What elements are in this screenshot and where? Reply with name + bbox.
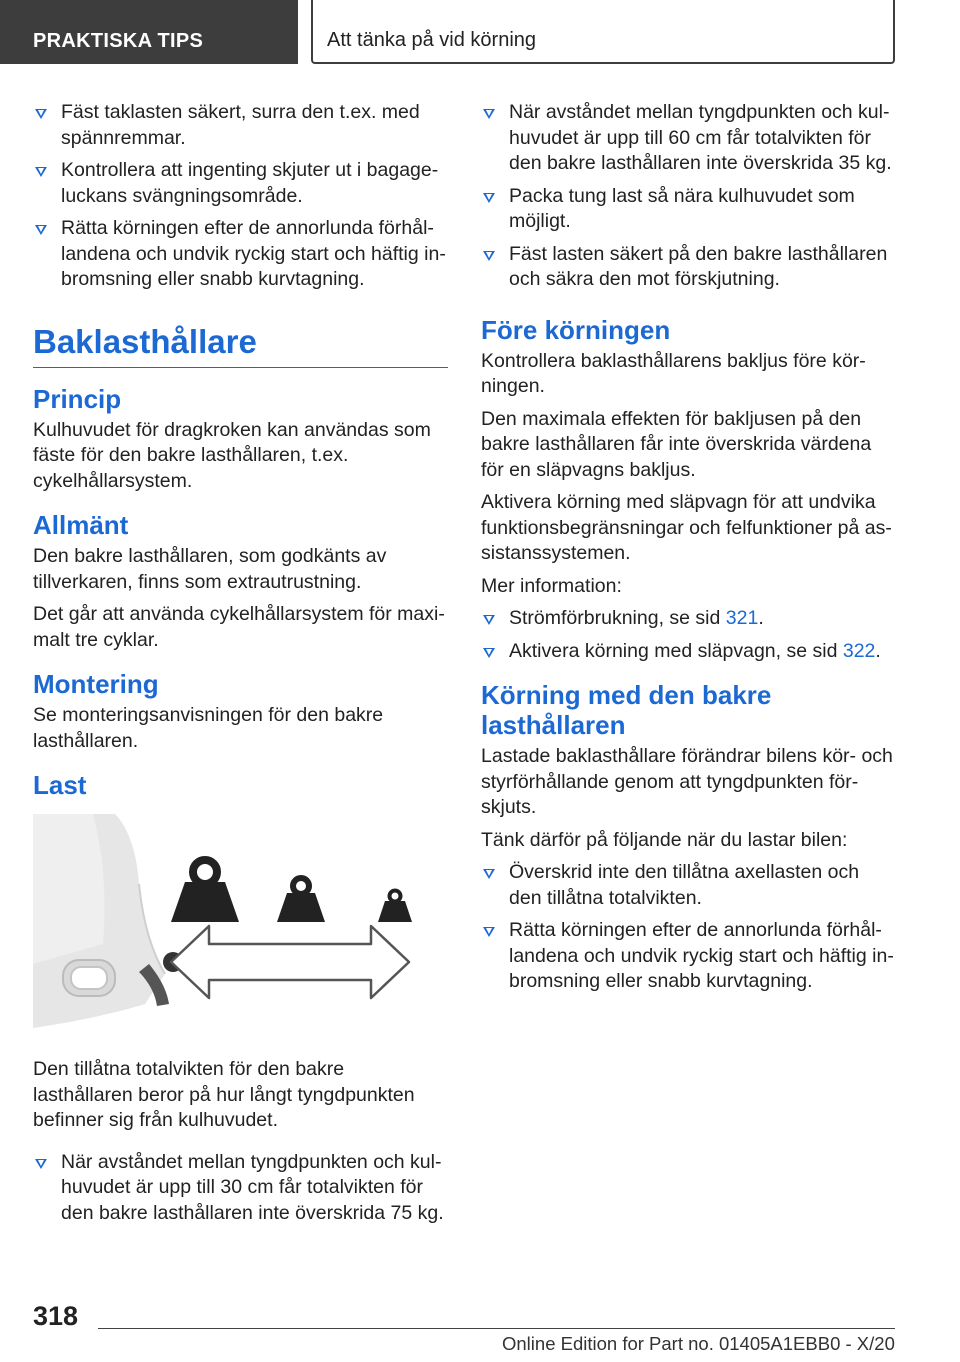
section-title: Baklasthållare xyxy=(33,323,448,368)
list-item: Rätta körningen efter de annorlunda förhållandena och undvik ryckig start och häftig inbromsning eller snabb kurvtagning. xyxy=(481,918,896,995)
fore-text-3: Aktivera körning med släpvagn för att undvika funktionsbegränsningar och felfunktioner på assistanssystemen. xyxy=(481,491,892,564)
list-item: Överskrid inte den tillåtna axellasten och den tillåtna totalvikten. xyxy=(481,860,896,911)
montering-heading: Montering xyxy=(33,669,159,699)
princip-heading: Princip xyxy=(33,383,122,414)
footer-edition: Online Edition for Part no. 01405A1EBB0 - X/20 xyxy=(502,1333,895,1354)
triangle-bullet-icon xyxy=(35,1159,47,1169)
footer-divider xyxy=(98,1328,895,1329)
princip-text: Kulhuvudet för dragkroken kan användas som fäste för den bakre lasthållaren, t.ex. cykelhållarsystem. xyxy=(33,418,431,492)
list-item: När avståndet mellan tyngdpunkten och kulhuvudet är upp till 60 cm får totalvikten för den bakre lasthållaren inte överskrida 35 kg. xyxy=(481,100,896,177)
fore-text-4: Mer information: xyxy=(481,574,622,597)
triangle-bullet-icon xyxy=(483,869,495,879)
info-link-list xyxy=(481,606,896,664)
last-bullet-list xyxy=(33,1150,448,1227)
list-item: När avståndet mellan tyngdpunkten och kulhuvudet är upp till 30 cm får totalvikten för den bakre lasthållaren inte överskrida 75 kg. xyxy=(33,1150,448,1227)
right-bottom-bullet-list xyxy=(481,860,896,995)
allmant-text-2: Det går att använda cykelhållarsystem för maximalt tre cyklar. xyxy=(33,603,445,651)
fore-text-1: Kontrollera baklasthållarens bakljus före körningen. xyxy=(481,349,866,397)
list-item: Fäst lasten säkert på den bakre lasthållaren och säkra den mot förskjutning. xyxy=(481,242,896,293)
fore-text-2: Den maximala effekten för bakljusen på den bakre lasthållaren får inte överskrida värdena för en släpvagns bakljus. xyxy=(481,407,872,481)
last-text: Den tillåtna totalvikten för den bakre lasthållaren beror på hur långt tyngdpunkten befinner sig från kulhuvudet. xyxy=(33,1058,415,1131)
triangle-bullet-icon xyxy=(483,251,495,261)
triangle-bullet-icon xyxy=(483,109,495,119)
load-distribution-illustration xyxy=(33,814,415,1032)
list-item: Aktivera körning med släpvagn, se sid 322. xyxy=(481,639,896,665)
allmant-heading: Allmänt xyxy=(33,510,129,540)
page-reference-link[interactable]: 322 xyxy=(842,639,876,662)
triangle-bullet-icon xyxy=(483,927,495,937)
list-item: Fäst taklasten säkert, surra den t.ex. med spännremmar. xyxy=(33,100,448,151)
right-top-bullet-list xyxy=(481,100,896,293)
list-item: Rätta körningen efter de annorlunda förhållandena och undvik ryckig start och häftig inbromsning eller snabb kurvtagning. xyxy=(33,216,448,293)
triangle-bullet-icon xyxy=(483,193,495,203)
triangle-bullet-icon xyxy=(35,167,47,177)
triangle-bullet-icon xyxy=(35,225,47,235)
montering-text: Se monteringsanvisningen för den bakre lasthållaren. xyxy=(33,704,384,752)
list-item: Strömförbrukning, se sid 321. xyxy=(481,606,896,632)
right-column xyxy=(481,100,896,1002)
left-top-bullet-list xyxy=(33,100,448,293)
triangle-bullet-icon xyxy=(483,615,495,625)
triangle-bullet-icon xyxy=(483,648,495,658)
left-column xyxy=(33,100,448,1233)
korning-text-1: Lastade baklasthållare förändrar bilens kör- och styrförhållande genom att tyngdpunkten förskjuts. xyxy=(481,745,893,818)
header-section-tab xyxy=(0,0,298,64)
triangle-bullet-icon xyxy=(35,109,47,119)
korning-heading: Körning med den bakre lasthållaren xyxy=(481,680,772,740)
list-item: Packa tung last så nära kulhuvudet som möjligt. xyxy=(481,184,896,235)
header-chapter-tab xyxy=(311,0,895,64)
page-number: 318 xyxy=(33,1301,79,1331)
korning-text-2: Tänk därför på följande när du lastar bilen: xyxy=(481,828,848,851)
list-item: Kontrollera att ingenting skjuter ut i bagageluckans svängningsområde. xyxy=(33,158,448,209)
header-chapter-label: Att tänka på vid körning xyxy=(327,29,537,51)
page-reference-link[interactable]: 321 xyxy=(725,607,759,629)
header-section-label: PRAKTISKA TIPS xyxy=(33,30,204,52)
last-heading: Last xyxy=(33,770,87,800)
allmant-text-1: Den bakre lasthållaren, som godkänts av tillverkaren, finns som extrautrustning. xyxy=(33,545,387,593)
fore-korningen-heading: Före körningen xyxy=(481,314,671,345)
